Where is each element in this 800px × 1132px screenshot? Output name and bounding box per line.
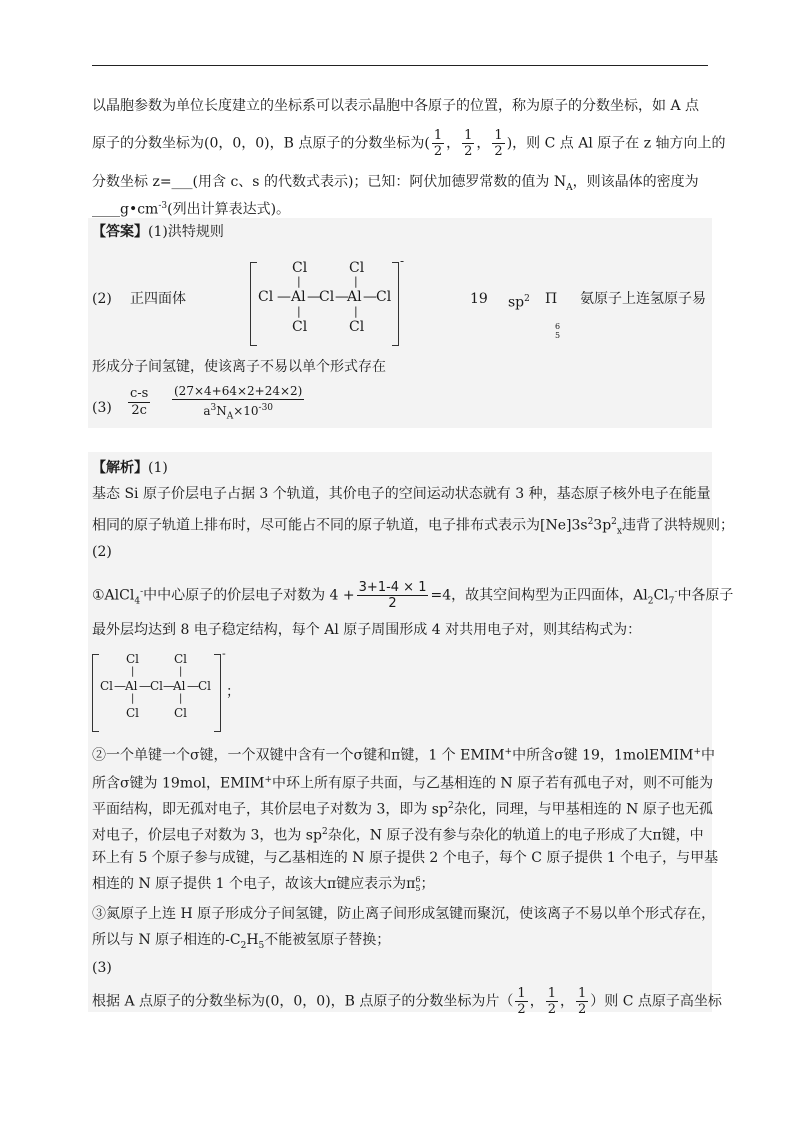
answer-3-label: (3)	[92, 400, 112, 416]
analysis-line-1: 基态 Si 原子价层电子占据 3 个轨道，其价电子的空间运动状态就有 3 种，基态原子核外电子在能量	[92, 486, 711, 502]
answer-pi: Π	[545, 291, 558, 307]
header-rule	[92, 65, 708, 66]
question-line-3: 分数坐标 z=___(用含 c、s 的代数式表示)；已知：阿伏加德罗常数的值为 $N_A$，则该晶体的密度为	[92, 174, 699, 193]
fraction-half: $\frac{1}{2}$	[577, 986, 587, 1017]
answer-line-2: (2) 正四面体	[92, 291, 186, 307]
al2cl7-structure-small: - Cl Cl | | Cl — Al — Cl — Al — Cl | | Cl Cl	[92, 650, 232, 732]
question-line-4: $\_\_\_\_g•cm^{-3}$(列出计算表达式)。	[92, 201, 291, 218]
answer-reason: 氨原子上连氢原子易	[580, 291, 706, 307]
analysis-line-4: 最外层均达到 8 电子稳定结构，每个 Al 原子周围形成 4 对共用电子对，则其结构式为：	[92, 622, 642, 638]
question-line-2: 原子的分数坐标为(0，0，0)，B 点原子的分数坐标为( $\frac{1}{2}$ ， $\frac{1}{2}$ ， $\frac{1}{2}$ )，则 C 点 Al 原子在 z 轴方向上的	[92, 128, 726, 159]
answer-19: 19	[470, 291, 488, 307]
analysis-line-12: 所以与 N 原子相连的$-C_2H_5$不能被氢原子替换；	[92, 932, 391, 951]
analysis-p3: (3)	[92, 960, 112, 976]
analysis-line-7: 平面结构，即无孤对电子，其价层电子对数为 3，即为 $sp^2$杂化，同理，与甲基相连的 N 原子也无孤	[92, 801, 713, 818]
analysis-line-8: 对电子，价层电子对数为 3，也为 $sp^2$杂化，N 原子没有参与杂化的轨道上的电子形成了大π键，中	[92, 827, 704, 844]
analysis-line-2: 相同的原子轨道上排布时，尽可能占不同的原子轨道，电子排布式表示为$[Ne]3s^23p^2_x$违背了洪特规则；	[92, 517, 734, 537]
answer-3-zfrac: c-s 2c	[130, 386, 149, 418]
answer-3-density: (27×4+64×2+24×2) $a^3N_A\times 10^{-30}$	[174, 384, 303, 422]
al2cl7-structure-large: - Cl Cl | | Cl — Al — Cl — Al — Cl | | Cl Cl	[250, 258, 410, 344]
analysis-line-9: 环上有 5 个原子参与成键，与乙基相连的 N 原子提供 2 个电子，每个 C 原子提供 1 个电子，与甲基	[92, 850, 719, 866]
analysis-line-5: ②一个单键一个σ键，一个双键中含有一个σ键和π键，1 个 EMIM+中所含σ键 19，1molEMIM+中	[92, 747, 715, 764]
analysis-semicolon: ；	[226, 684, 240, 700]
analysis-heading: 【解析】(1)	[92, 460, 168, 476]
analysis-line-11: ③氮原子上连 H 原子形成分子间氢键，防止离子间形成氢键而聚沉，使该离子不易以单个形式存在，	[92, 906, 716, 922]
fraction-valence: $\frac{3+1-4 \times 1}{2}$	[358, 580, 427, 611]
fraction-half: $\frac{1}{2}$	[464, 128, 473, 159]
answer-line-2-cont: 形成分子间氢键，使该离子不易以单个形式存在	[92, 359, 386, 375]
analysis-line-10: 相连的 N 原子提供 1 个电子，故该大π键应表示为π 6 5 ；	[92, 875, 435, 893]
analysis-line-6: 所含σ键为 19mol，EMIM+中环上所有原子共面，与乙基相连的 N 原子若有孤电子对，则不可能为	[92, 775, 714, 792]
answer-line-1: 【答案】(1)洪特规则	[92, 224, 224, 240]
fraction-half: $\frac{1}{2}$	[433, 128, 443, 159]
analysis-line-3: ①AlCl$_4$-中中心原子的价层电子对数为 4 + $\frac{3+1-4 \times 1}{2}$ =4，故其空间构型为正四面体，$Al_2Cl_7^-$中各原子	[92, 580, 734, 611]
answer-sp2: $sp^2$	[508, 294, 530, 311]
analysis-p2: (2)	[92, 544, 112, 560]
analysis-line-13: 根据 A 点原子的分数坐标为(0，0，0)，B 点原子的分数坐标为片（ $\frac{1}{2}$ ， $\frac{1}{2}$ ， $\frac{1}{2}$ ）则 C 点原子高坐标	[92, 986, 722, 1017]
fraction-half: $\frac{1}{2}$	[494, 128, 503, 159]
answer-pi-indices: 6 5	[555, 322, 561, 340]
fraction-half: $\frac{1}{2}$	[517, 986, 526, 1017]
question-line-1: 以晶胞参数为单位长度建立的坐标系可以表示晶胞中各原子的位置，称为原子的分数坐标，如 A 点	[92, 98, 700, 114]
fraction-half: $\frac{1}{2}$	[547, 986, 556, 1017]
